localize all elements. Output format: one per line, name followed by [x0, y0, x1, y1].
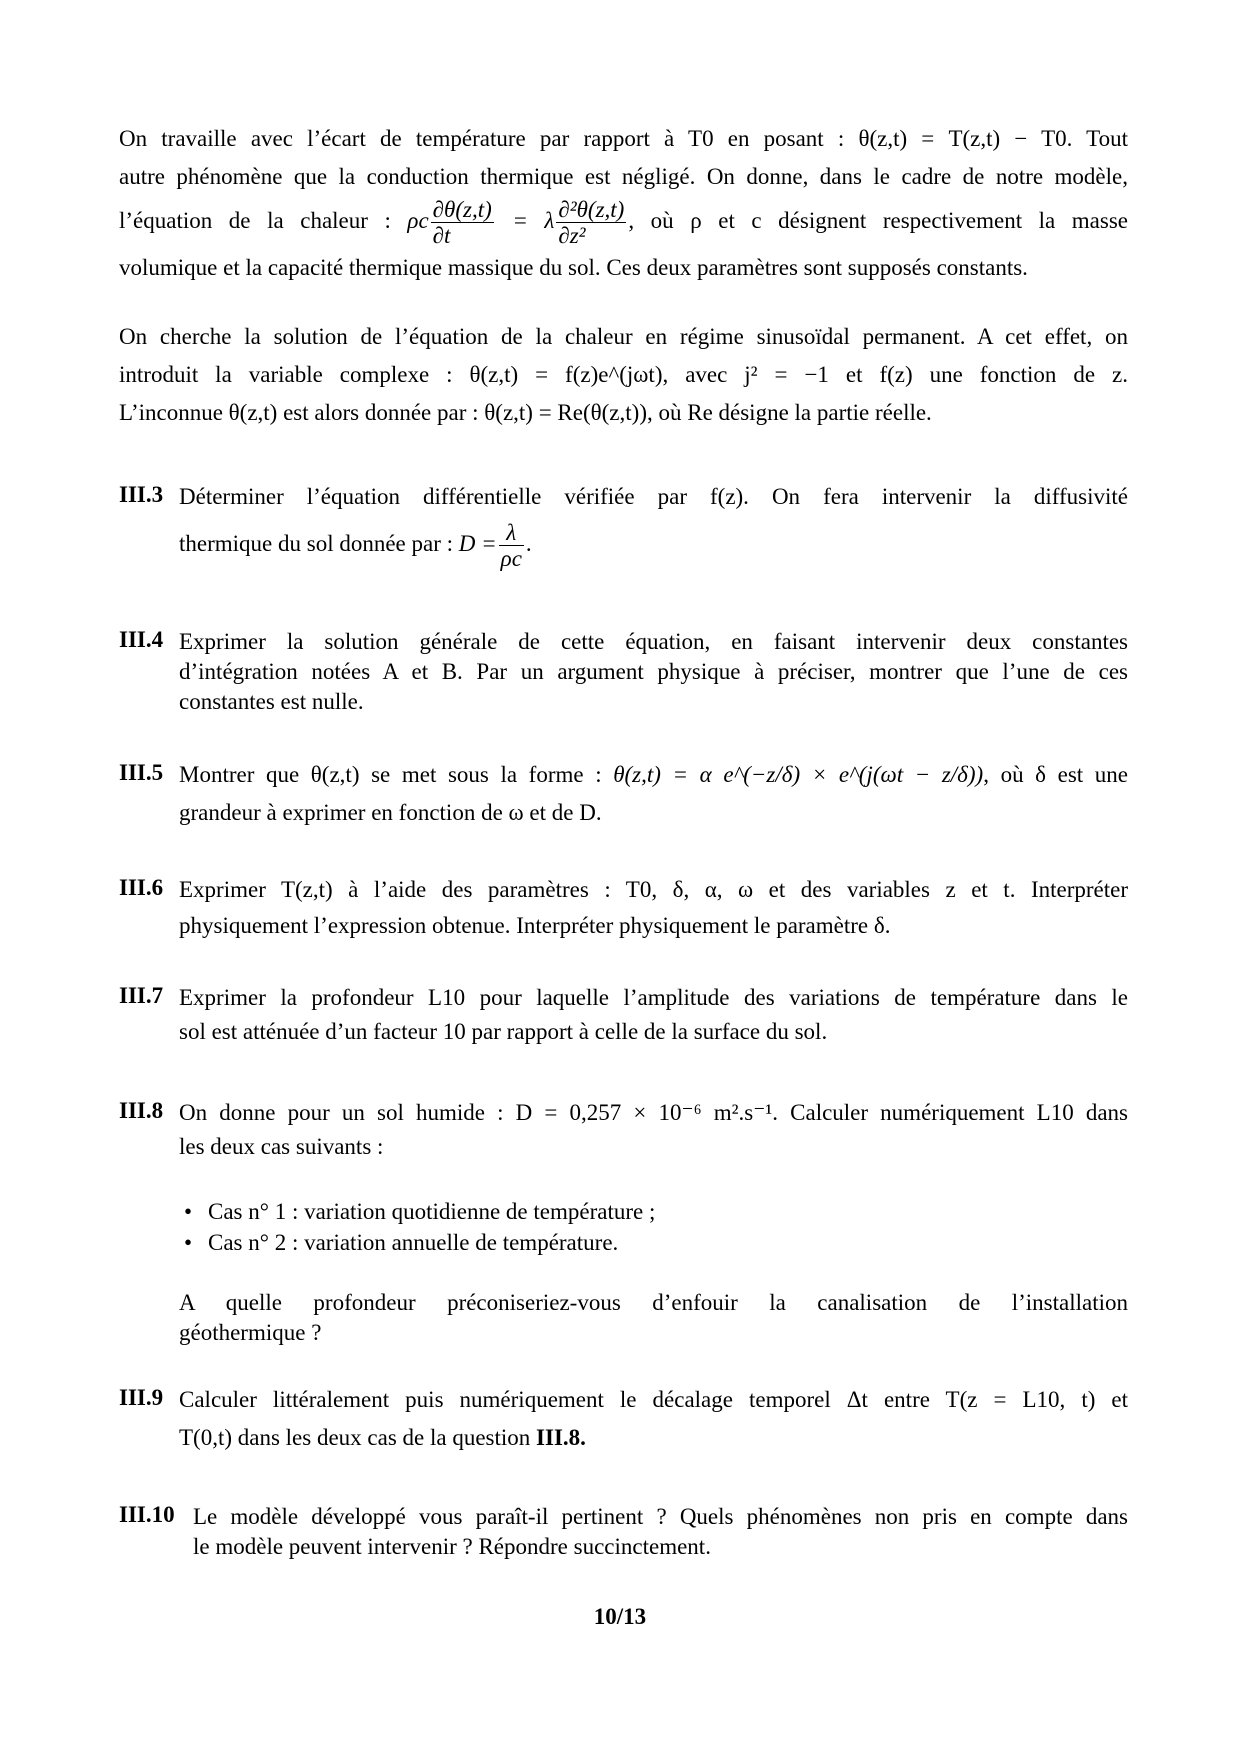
heat-equation-intro: l’équation de la chaleur : [119, 208, 391, 233]
question-III-5 [119, 760, 1128, 828]
fraction-numerator: λ [499, 520, 524, 546]
question-line: Montrer que θ(z,t) se met sous la forme : [179, 762, 602, 787]
theta-complex-form-equation: θ(z,t) = α e^(−z/δ) × e^(j(ωt − z/δ)) [613, 762, 984, 787]
question-line: constantes est nulle. [179, 689, 364, 714]
heat-equation-fraction-1 [431, 197, 494, 249]
question-line: Exprimer la profondeur L10 pour laquelle l’amplitude des variations de température dans le [179, 985, 1128, 1010]
intro-paragraph-2 [119, 318, 1128, 432]
question-III-9 [119, 1385, 1128, 1453]
intro-line: volumique et la capacité thermique massique du sol. Ces deux paramètres sont supposés constants. [119, 254, 1028, 280]
fraction-denominator: ∂z² [558, 223, 586, 249]
diffusivity-fraction [499, 520, 524, 572]
intro-line: On travaille avec l’écart de température par rapport à T0 en posant : θ(z,t) = T(z,t) − T0. Tout [119, 126, 1128, 151]
question-line: , où δ est une [983, 762, 1128, 787]
question-line: Le modèle développé vous paraît-il pertinent ? Quels phénomènes non pris en compte dans [193, 1504, 1128, 1529]
question-III-8 [119, 1098, 1128, 1162]
fraction-numerator: ∂θ(z,t) [432, 196, 492, 222]
question-III-4 [119, 627, 1128, 717]
question-number: III.8 [119, 1098, 164, 1123]
question-line: le modèle peuvent intervenir ? Répondre succinctement. [193, 1534, 711, 1559]
question-line-with-reference [179, 1423, 1128, 1453]
question-number: III.6 [119, 875, 164, 900]
question-line: sol est atténuée d’un facteur 10 par rapport à celle de la surface du sol. [179, 1019, 828, 1044]
question-number: III.4 [119, 627, 164, 652]
question-line: Exprimer la solution générale de cette équation, en faisant intervenir deux constantes [179, 629, 1128, 654]
question-line: d’intégration notées A et B. Par un argument physique à préciser, montrer que l’une de ces [179, 659, 1128, 684]
question-line: grandeur à exprimer en fonction de ω et de D. [179, 800, 602, 825]
question-III-6 [119, 875, 1128, 941]
question-line: physiquement l’expression obtenue. Interpréter physiquement le paramètre δ. [179, 913, 891, 938]
question-number: III.7 [119, 983, 164, 1008]
question-line: thermique du sol donnée par : [179, 531, 454, 557]
intro-line: introduit la variable complexe : θ(z,t) = f(z)e^(jωt), avec j² = −1 et f(z) une fonction de z. [119, 362, 1128, 387]
diffusivity-definition-line [179, 520, 1128, 572]
list-item: • Cas n° 1 : variation quotidienne de température ; [180, 1196, 1128, 1227]
diffusivity-lhs: D = [458, 531, 497, 557]
question-III-10 [119, 1502, 1128, 1562]
question-line: T(0,t) dans les deux cas de la question [179, 1425, 531, 1450]
question-reference: III.8 [536, 1425, 581, 1450]
question-line: géothermique ? [179, 1320, 322, 1345]
question-number: III.3 [119, 482, 164, 507]
fraction-numerator: ∂²θ(z,t) [558, 196, 625, 222]
heat-equation-lhs: ρc [407, 208, 429, 233]
question-line: A quelle profondeur préconiseriez-vous d’enfouir la canalisation de l’installation [179, 1290, 1128, 1315]
fraction-denominator: ρc [500, 546, 522, 572]
list-item: • Cas n° 2 : variation annuelle de température. [180, 1227, 1128, 1258]
heat-equation-tail: , où ρ et c désignent respectivement la masse [628, 208, 1129, 233]
question-line: Calculer littéralement puis numériquement le décalage temporel Δt entre T(z = L10, t) et [179, 1387, 1128, 1412]
heat-equation-mid: = λ [512, 208, 555, 233]
heat-equation-line [119, 196, 1128, 249]
heat-equation-fraction-2 [556, 197, 626, 249]
question-number: III.10 [119, 1502, 175, 1527]
question-line: Déterminer l’équation différentielle vérifiée par f(z). On fera intervenir la diffusivité [179, 484, 1128, 509]
question-III-7 [119, 983, 1128, 1047]
intro-line: On cherche la solution de l’équation de la chaleur en régime sinusoïdal permanent. A cet effet, on [119, 324, 1128, 349]
question-line: On donne pour un sol humide : D = 0,257 × 10⁻⁶ m².s⁻¹. Calculer numériquement L10 dans [179, 1100, 1128, 1125]
question-line-with-equation [179, 760, 1128, 790]
intro-paragraph-1 [119, 120, 1128, 287]
question-line-end: . [525, 531, 532, 557]
question-number: III.5 [119, 760, 164, 785]
question-number: III.9 [119, 1385, 164, 1410]
question-line-end: . [580, 1425, 586, 1450]
intro-line: autre phénomène que la conduction thermique est négligé. On donne, dans le cadre de notre modèle, [119, 164, 1128, 189]
fraction-denominator: ∂t [432, 223, 451, 249]
question-line: Exprimer T(z,t) à l’aide des paramètres : T0, δ, α, ω et des variables z et t. Interpréter [179, 877, 1128, 902]
page-number: 10/13 [593, 1604, 647, 1629]
intro-line: L’inconnue θ(z,t) est alors donnée par : θ(z,t) = Re(θ(z,t)), où Re désigne la partie réelle. [119, 400, 932, 425]
cases-list [180, 1196, 1128, 1258]
question-III-3 [119, 482, 1128, 572]
question-line: les deux cas suivants : [179, 1134, 384, 1159]
question-III-8-follow-up [119, 1288, 1128, 1348]
